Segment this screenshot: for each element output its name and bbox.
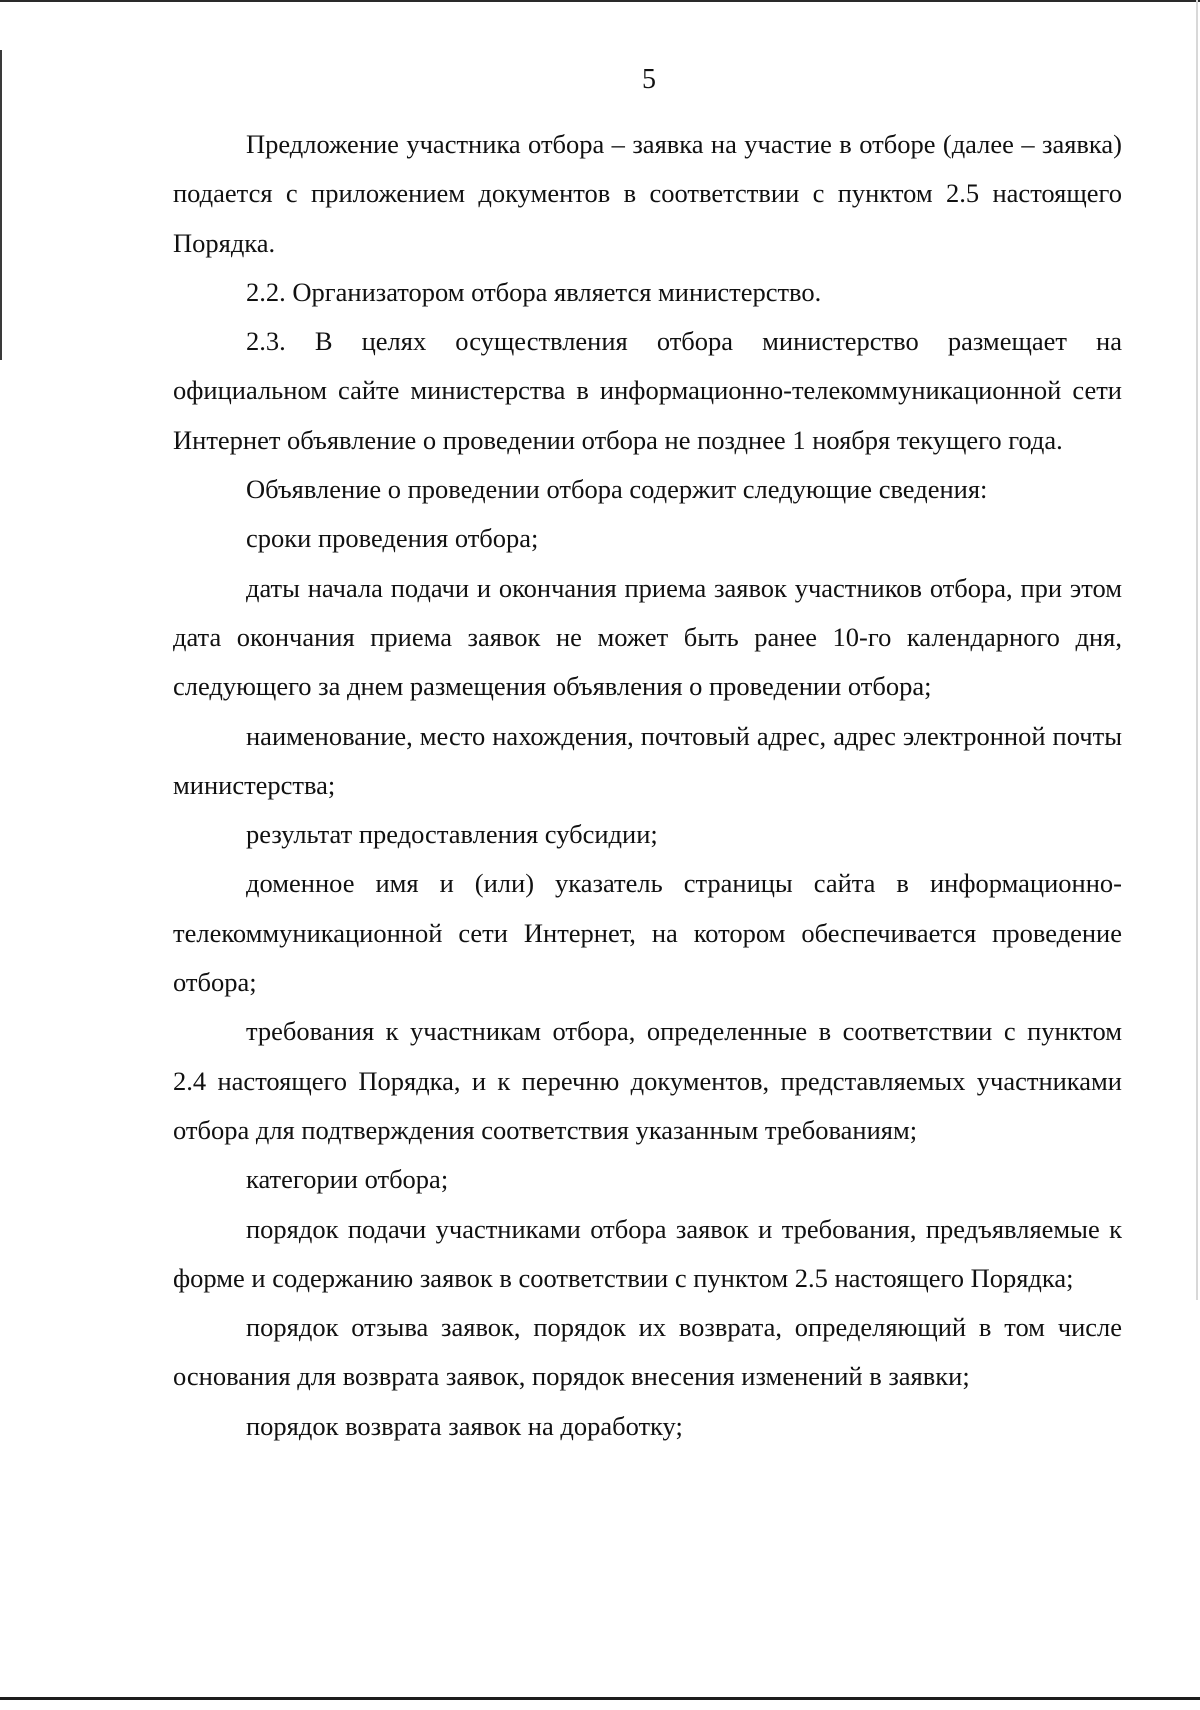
list-item-website-domain: доменное имя и (или) указатель страницы сайта в информационно-телекоммуникационной сети Интернет, на котором обеспечивается проведение отбора; [173,868,1122,998]
list-item-submission-dates: даты начала подачи и окончания приема заявок участников отбора, при этом дата окончания приема заявок не может быть ранее 10-го календарного дня, следующего за днем размещения объявления о проведении отбора; [173,572,1122,702]
list-item-withdrawal-procedure: порядок отзыва заявок, порядок их возврата, определяющий в том числе основания для возврата заявок, порядок внесения изменений в заявки; [173,1312,1122,1392]
list-item-submission-procedure: порядок подачи участниками отбора заявок и требования, предъявляемые к форме и содержанию заявок в соответствии с пунктом 2.5 настоящего Порядка; [173,1213,1122,1293]
list-item-participant-requirements: требования к участникам отбора, определенные в соответствии с пунктом 2.4 настоящего Порядка, и к перечню документов, представляемых участниками отбора для подтверждения соответствия указанным требованиям; [173,1016,1122,1145]
scan-edge-left [0,50,2,360]
list-item-selection-categories: категории отбора; [246,1164,449,1195]
scan-edge-right [1196,0,1198,1300]
list-item-ministry-contacts: наименование, место нахождения, почтовый адрес, адрес электронной почты министерства; [173,720,1122,800]
document-body [173,120,1122,1451]
scan-edge-bottom [0,1697,1200,1700]
list-item-return-for-revision: порядок возврата заявок на доработку; [246,1410,683,1441]
paragraph-application-definition: Предложение участника отбора – заявка на участие в отборе (далее – заявка) подается с приложением документов в соответствии с пунктом 2.5 настоящего Порядка. [173,129,1122,258]
list-item-selection-period: сроки проведения отбора; [246,523,539,554]
paragraph-2-2-organizer: 2.2. Организатором отбора является министерство. [246,276,822,307]
paragraph-announcement-contents: Объявление о проведении отбора содержит следующие сведения: [246,474,988,505]
list-item-subsidy-result: результат предоставления субсидии; [246,819,658,850]
scan-edge-top [0,0,1200,2]
page-number: 5 [642,64,656,95]
paragraph-2-3-announcement: 2.3. В целях осуществления отбора министерство размещает на официальном сайте министерства в информационно-телекоммуникационной сети Интернет объявление о проведении отбора не позднее 1 ноября текущего года. [173,326,1122,455]
